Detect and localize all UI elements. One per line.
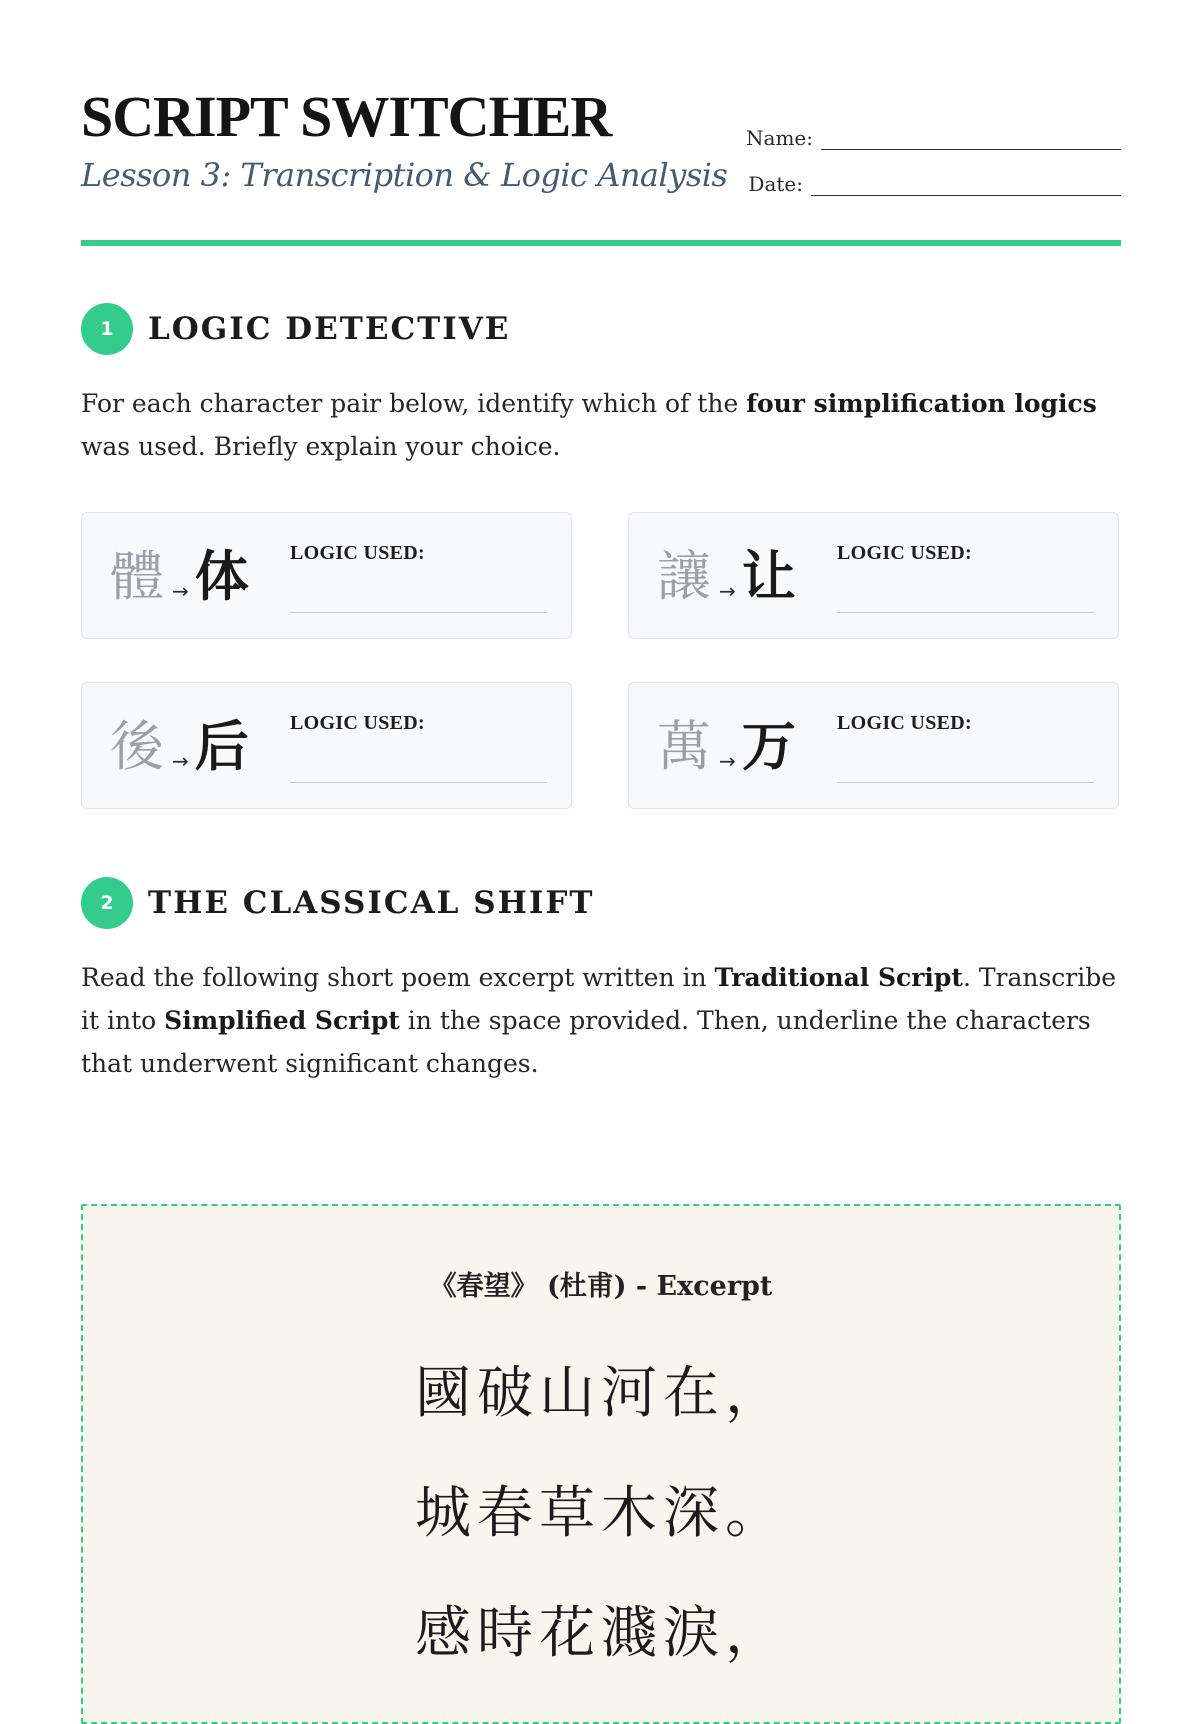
section-instructions <box>81 382 1121 468</box>
instructions-emphasis: Traditional Script <box>714 963 963 992</box>
worksheet-header <box>81 80 1121 242</box>
pair-card <box>81 512 572 639</box>
pair-card <box>628 682 1119 809</box>
instructions-text: Read the following short poem excerpt written in <box>81 963 715 992</box>
logic-used-label: LOGIC USED: <box>290 542 425 564</box>
worksheet-page <box>81 80 1121 1666</box>
instructions-emphasis: Simplified Script <box>164 1006 400 1035</box>
name-row <box>741 120 1121 150</box>
section-logic-detective <box>81 302 1121 812</box>
instructions-text: . Transcribe it into <box>81 963 1117 1035</box>
pair-card <box>628 512 1119 639</box>
section-header <box>81 302 1121 356</box>
worksheet-subtitle: Lesson 3: Transcription & Logic Analysis <box>81 156 728 194</box>
section-header <box>81 876 1121 930</box>
logic-answer-field[interactable] <box>290 612 547 613</box>
instructions-text: was used. Briefly explain your choice. <box>81 432 561 461</box>
traditional-character: 讓 <box>657 545 711 608</box>
poem-title: 《春望》 (杜甫) - Excerpt <box>429 1271 773 1302</box>
section-title: THE CLASSICAL SHIFT <box>148 885 595 921</box>
section-number-badge: 1 <box>81 303 133 355</box>
logic-answer-field[interactable] <box>837 612 1094 613</box>
character-pair <box>657 717 796 777</box>
pair-card <box>81 682 572 809</box>
logic-answer-field[interactable] <box>837 782 1094 783</box>
header-divider <box>81 240 1121 246</box>
logic-used-label: LOGIC USED: <box>290 712 425 734</box>
simplified-character: 万 <box>741 715 796 778</box>
simplified-character: 后 <box>194 715 249 778</box>
poem-line: 城春草木深。 <box>415 1481 787 1546</box>
instructions-emphasis: four simplification logics <box>746 389 1097 418</box>
section-title: LOGIC DETECTIVE <box>148 311 511 347</box>
date-field[interactable] <box>811 175 1121 196</box>
simplified-character: 体 <box>194 545 249 608</box>
instructions-text: For each character pair below, identify which of the <box>81 389 747 418</box>
date-row <box>741 166 1121 196</box>
character-pair <box>657 547 796 607</box>
poem-line: 感時花濺淚， <box>415 1601 787 1666</box>
section-classical-shift <box>81 876 1121 1666</box>
date-label: Date: <box>748 172 803 196</box>
name-field[interactable] <box>821 129 1121 150</box>
traditional-character: 後 <box>110 715 164 778</box>
name-label: Name: <box>746 126 813 150</box>
character-pair <box>110 547 249 607</box>
arrow-right-icon: → <box>719 749 736 773</box>
section-number-badge: 2 <box>81 877 133 929</box>
poem-box <box>81 1204 1121 1724</box>
simplified-character: 让 <box>741 545 796 608</box>
poem-line: 國破山河在， <box>415 1361 787 1426</box>
poem-text <box>83 1334 1119 1694</box>
traditional-character: 萬 <box>657 715 711 778</box>
character-pair <box>110 717 249 777</box>
section-instructions <box>81 956 1121 1085</box>
logic-used-label: LOGIC USED: <box>837 712 972 734</box>
traditional-character: 體 <box>110 545 164 608</box>
arrow-right-icon: → <box>719 579 736 603</box>
worksheet-title: SCRIPT SWITCHER <box>81 84 612 149</box>
logic-answer-field[interactable] <box>290 782 547 783</box>
instructions-text: in the space provided. Then, underline the characters that underwent significant changes. <box>81 1006 1091 1078</box>
student-info <box>741 120 1121 212</box>
arrow-right-icon: → <box>172 749 189 773</box>
character-pairs <box>81 512 1121 812</box>
arrow-right-icon: → <box>172 579 189 603</box>
logic-used-label: LOGIC USED: <box>837 542 972 564</box>
